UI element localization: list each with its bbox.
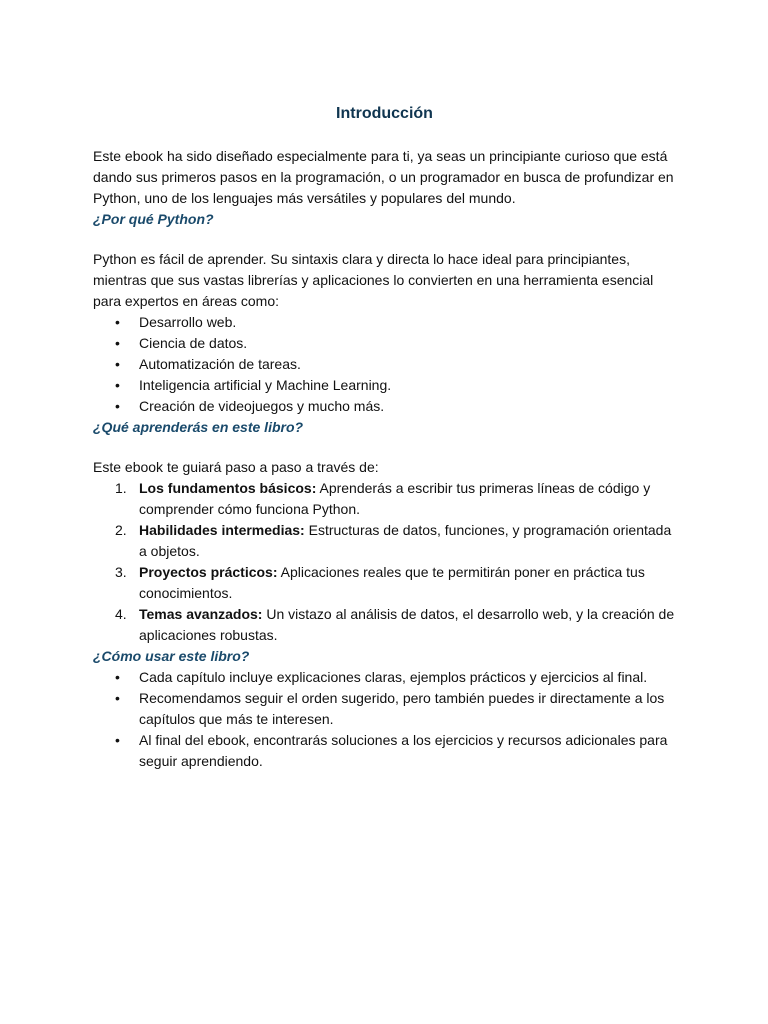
list-item-text: Cada capítulo incluye explicaciones claras, ejemplos prácticos y ejercicios al final. [139, 669, 648, 685]
item-title: Los fundamentos básicos: [139, 480, 317, 496]
numbered-item [93, 520, 676, 562]
item-title: Habilidades intermedias: [139, 522, 305, 538]
list-item-text: Inteligencia artificial y Machine Learning. [139, 377, 392, 393]
list-item-text: Ciencia de datos. [139, 335, 248, 351]
item-number: 1. [115, 480, 127, 496]
item-text: Estructuras de datos, funciones, y programación orientada a objetos. [139, 522, 672, 559]
section-heading-usar: ¿Cómo usar este libro? [93, 648, 250, 664]
item-title: Proyectos prácticos: [139, 564, 278, 580]
item-number: 2. [115, 522, 127, 538]
bullet-icon: • [115, 398, 120, 414]
page-title: Introducción [336, 105, 433, 122]
list-item [93, 667, 676, 688]
bullet-icon: • [115, 669, 120, 685]
bullet-icon: • [115, 314, 120, 330]
list-item [93, 396, 676, 417]
list-item [93, 333, 676, 354]
list-item-text: Automatización de tareas. [139, 356, 301, 372]
bullet-icon: • [115, 732, 120, 748]
bullet-icon: • [115, 356, 120, 372]
section-heading-aprender: ¿Qué aprenderás en este libro? [93, 419, 304, 435]
list-item [93, 730, 676, 772]
python-paragraph: Python es fácil de aprender. Su sintaxis clara y directa lo hace ideal para principiantes, mientras que sus vastas librerías y aplicaciones lo convierten en una herramienta esencial para expertos en áreas como: [93, 251, 654, 309]
list-item-text: Creación de videojuegos y mucho más. [139, 398, 385, 414]
list-item [93, 312, 676, 333]
list-item-text: Al final del ebook, encontrarás soluciones a los ejercicios y recursos adicionales para seguir aprendiendo. [139, 732, 668, 769]
list-item [93, 375, 676, 396]
guide-paragraph: Este ebook te guiará paso a paso a través de: [93, 459, 379, 475]
item-text: Un vistazo al análisis de datos, el desarrollo web, y la creación de aplicaciones robustas. [139, 606, 675, 643]
item-text: Aplicaciones reales que te permitirán poner en práctica tus conocimientos. [139, 564, 645, 601]
item-number: 4. [115, 606, 127, 622]
intro-paragraph: Este ebook ha sido diseñado especialmente para ti, ya seas un principiante curioso que está dando sus primeros pasos en la programación, o un programador en busca de profundizar en Python, uno de los lenguajes más versátiles y populares del mundo. [93, 148, 674, 206]
section-heading-python: ¿Por qué Python? [93, 211, 214, 227]
list-item-text: Desarrollo web. [139, 314, 237, 330]
list-item [93, 688, 676, 730]
bullet-icon: • [115, 377, 120, 393]
numbered-item [93, 478, 676, 520]
numbered-item [93, 562, 676, 604]
numbered-item [93, 604, 676, 646]
item-number: 3. [115, 564, 127, 580]
areas-list [93, 312, 676, 417]
topics-list [93, 478, 676, 646]
list-item [93, 354, 676, 375]
item-text: Aprenderás a escribir tus primeras líneas de código y comprender cómo funciona Python. [139, 480, 651, 517]
usage-list [93, 667, 676, 772]
bullet-icon: • [115, 690, 120, 706]
list-item-text: Recomendamos seguir el orden sugerido, pero también puedes ir directamente a los capítulos que más te interesen. [139, 690, 665, 727]
bullet-icon: • [115, 335, 120, 351]
item-title: Temas avanzados: [139, 606, 263, 622]
